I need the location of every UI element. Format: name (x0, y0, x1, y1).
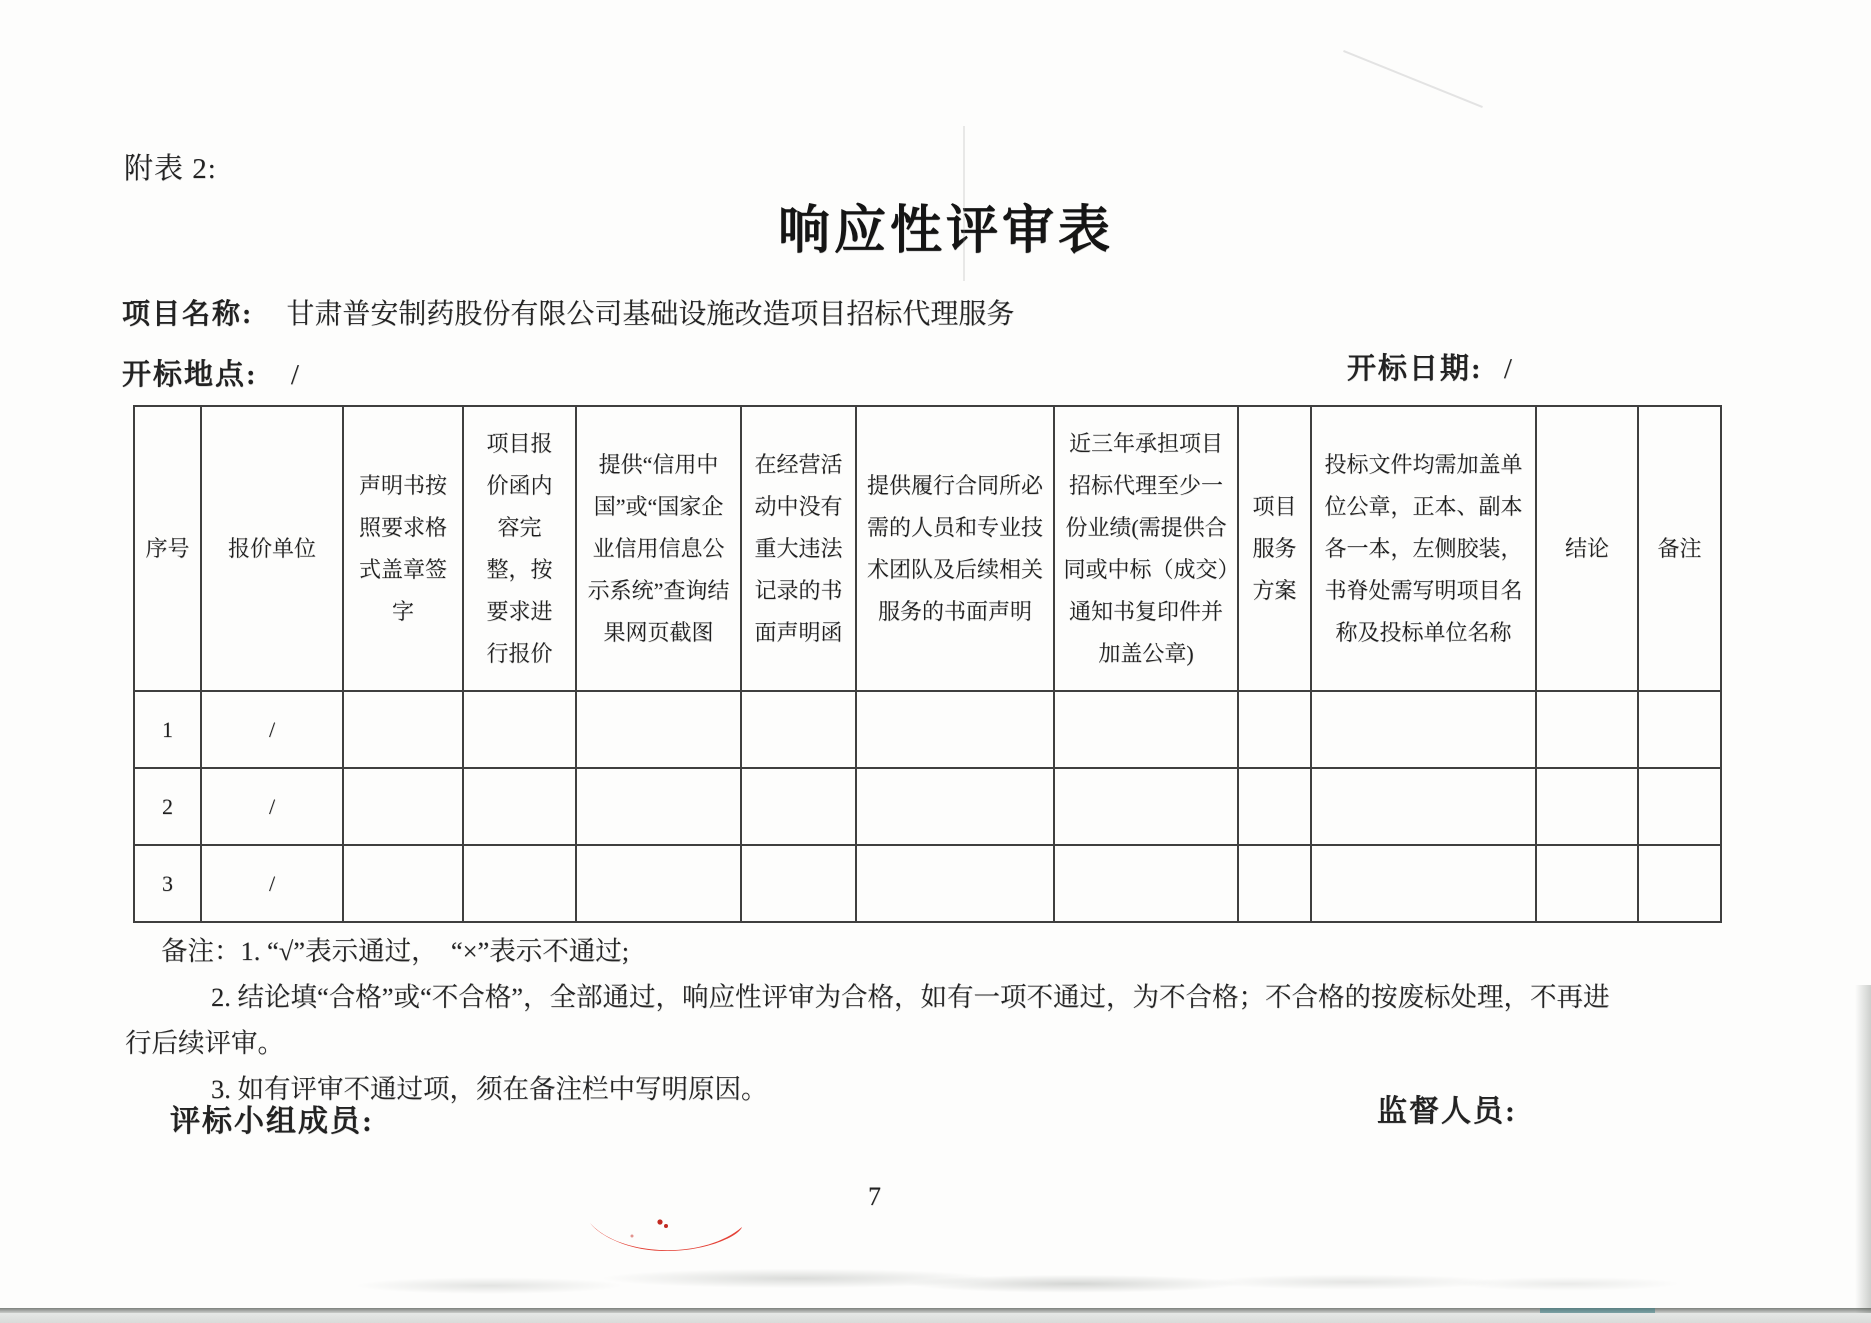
row1-cell (1054, 691, 1238, 768)
row2-cell (576, 768, 741, 845)
row3-cell (576, 845, 741, 922)
scan-artifact-bottom-band (0, 1313, 1871, 1323)
row3-cell (1536, 845, 1638, 922)
scan-artifact-smudge (150, 1264, 1691, 1300)
row1-cell (1311, 691, 1536, 768)
row2-cell (856, 768, 1054, 845)
table-header-row (134, 406, 1721, 691)
header-bidder-unit: 报价单位 (201, 406, 343, 691)
bid-opening-date-line (1347, 346, 1512, 387)
row3-cell (1238, 845, 1311, 922)
note-line-3: 行后续评审。 (125, 1028, 284, 1058)
bid-opening-date-label: 开标日期: (1347, 353, 1483, 385)
evaluation-team-label: 评标小组成员: (170, 1105, 374, 1138)
project-name-value: 甘肃普安制药股份有限公司基础设施改造项目招标代理服务 (286, 299, 1015, 330)
row1-cell (576, 691, 741, 768)
page-number: 7 (868, 1182, 881, 1211)
row3-cell (463, 845, 576, 922)
row2-cell (463, 768, 576, 845)
header-declaration-sealed: 声明书按照要求格式盖章签字 (343, 406, 463, 691)
bid-opening-place-line (122, 352, 299, 393)
scan-artifact-crease (1343, 50, 1483, 108)
row2-cell (1536, 768, 1638, 845)
row2-cell (1238, 768, 1311, 845)
header-no-violation-statement: 在经营活动中没有重大违法记录的书面声明函 (741, 406, 856, 691)
row3-cell (1638, 845, 1721, 922)
row2-cell (1638, 768, 1721, 845)
responsiveness-review-table (133, 405, 1722, 923)
header-credit-screenshot: 提供“信用中国”或“国家企业信用信息公示系统”查询结果网页截图 (576, 406, 741, 691)
row1-cell (741, 691, 856, 768)
row2-bidder: / (201, 768, 343, 845)
bid-opening-place-value: / (290, 359, 299, 391)
red-stamp-arc (586, 1214, 746, 1266)
scan-artifact-right-edge (1855, 985, 1871, 1323)
row2-cell (343, 768, 463, 845)
row3-cell (1311, 845, 1536, 922)
row2-cell (1054, 768, 1238, 845)
row1-cell (463, 691, 576, 768)
row3-cell (856, 845, 1054, 922)
note-line-2: 2. 结论填“合格”或“不合格”，全部通过，响应性评审为合格，如有一项不通过，为不合格；不合格的按废标处理，不再进 (211, 982, 1610, 1012)
bid-opening-date-value: / (1503, 353, 1512, 385)
supervisor-label: 监督人员: (1377, 1095, 1517, 1128)
table-row (134, 768, 1721, 845)
note-line-1: 备注：1. “√”表示通过， “×”表示不通过; (161, 936, 630, 966)
row2-cell (1311, 768, 1536, 845)
notes-block (125, 928, 1610, 1112)
page-title: 响应性评审表 (778, 203, 1115, 260)
row3-cell (1054, 845, 1238, 922)
header-conclusion: 结论 (1536, 406, 1638, 691)
row1-cell (1638, 691, 1721, 768)
row1-cell (856, 691, 1054, 768)
note-line-4: 3. 如有评审不通过项，须在备注栏中写明原因。 (211, 1074, 768, 1104)
row2-cell (741, 768, 856, 845)
bid-opening-place-label: 开标地点: (122, 359, 258, 391)
header-past-performance: 近三年承担项目招标代理至少一份业绩(需提供合同或中标（成交）通知书复印件并加盖公章) (1054, 406, 1238, 691)
scan-artifact-vertical-line (963, 126, 965, 281)
row1-cell (343, 691, 463, 768)
row1-bidder: / (201, 691, 343, 768)
annex-label: 附表 2: (124, 153, 217, 185)
header-remarks: 备注 (1638, 406, 1721, 691)
row1-cell (1238, 691, 1311, 768)
table-row (134, 845, 1721, 922)
header-quotation-complete: 项目报价函内容完整，按要求进行报价 (463, 406, 576, 691)
project-name-line (122, 292, 1014, 332)
project-name-label: 项目名称: (122, 299, 254, 330)
row3-cell (741, 845, 856, 922)
header-seq-no: 序号 (134, 406, 201, 691)
header-binding-requirements: 投标文件均需加盖单位公章，正本、副本各一本，左侧胶装，书脊处需写明项目名称及投标单位名称 (1311, 406, 1536, 691)
row1-cell (1536, 691, 1638, 768)
header-personnel-team-statement: 提供履行合同所必需的人员和专业技术团队及后续相关服务的书面声明 (856, 406, 1054, 691)
row3-seq: 3 (134, 845, 201, 922)
row1-seq: 1 (134, 691, 201, 768)
row3-bidder: / (201, 845, 343, 922)
table-row (134, 691, 1721, 768)
row3-cell (343, 845, 463, 922)
header-service-plan: 项目服务方案 (1238, 406, 1311, 691)
row2-seq: 2 (134, 768, 201, 845)
